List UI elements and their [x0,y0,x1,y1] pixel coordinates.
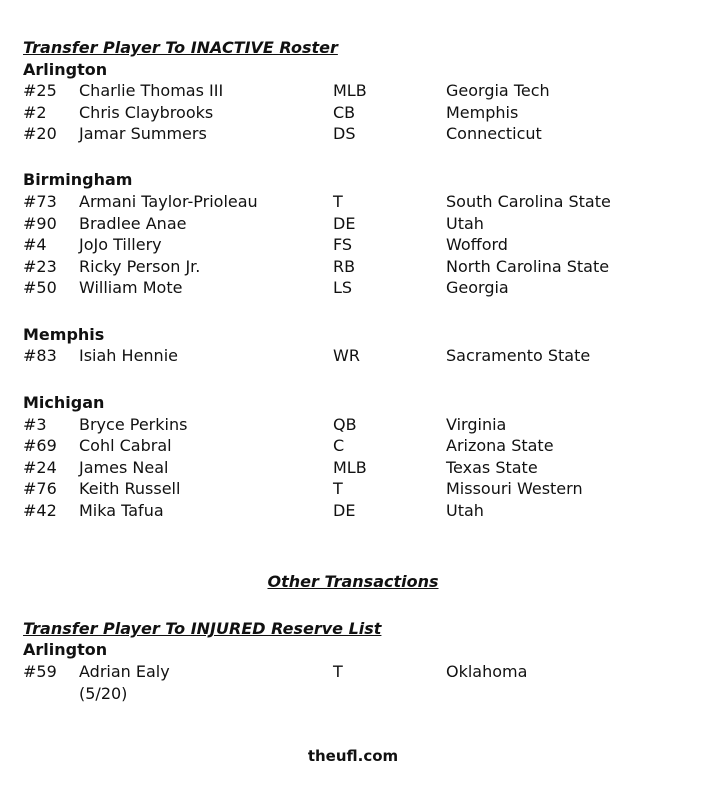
player-number: #23 [23,257,57,276]
table-row [0,435,706,457]
team-heading-birmingham: Birmingham [23,170,133,189]
table-row [0,256,706,278]
player-note: (5/20) [79,684,128,703]
player-position: CB [333,103,356,122]
table-row [0,277,706,299]
footer-site: theufl.com [307,747,399,765]
player-name: Ricky Person Jr. [79,257,201,276]
player-school: Arizona State [446,436,554,455]
player-school: Oklahoma [446,662,528,681]
player-name: Isiah Hennie [79,346,178,365]
team-heading-memphis: Memphis [23,325,105,344]
player-number: #3 [23,415,47,434]
player-school: Wofford [446,235,508,254]
player-school: Utah [446,501,484,520]
player-name: JoJo Tillery [79,235,162,254]
team-heading-arlington: Arlington [23,60,108,79]
player-number: #76 [23,479,57,498]
player-school: Memphis [446,103,519,122]
player-position: RB [333,257,356,276]
player-number: #4 [23,235,47,254]
player-name: Mika Tafua [79,501,164,520]
injured-section-title: Transfer Player To INJURED Reserve List [23,619,382,638]
player-school: Utah [446,214,484,233]
table-row [0,234,706,256]
team-heading-arlington-injured: Arlington [23,640,108,659]
player-school: Missouri Western [446,479,583,498]
table-row [0,414,706,436]
table-row [0,213,706,235]
player-number: #25 [23,81,57,100]
player-school: Texas State [446,458,538,477]
team-heading-michigan: Michigan [23,393,105,412]
other-transactions-heading: Other Transactions [267,572,439,591]
player-number: #83 [23,346,57,365]
player-number: #59 [23,662,57,681]
player-name: Bradlee Anae [79,214,187,233]
table-row [0,102,706,124]
player-school: Georgia Tech [446,81,550,100]
player-name: Charlie Thomas III [79,81,224,100]
player-school: North Carolina State [446,257,610,276]
player-position: DS [333,124,356,143]
player-position: DE [333,501,356,520]
player-name: Cohl Cabral [79,436,172,455]
player-position: DE [333,214,356,233]
player-name: Chris Claybrooks [79,103,214,122]
player-number: #42 [23,501,57,520]
table-row [0,123,706,145]
player-position: MLB [333,81,367,100]
player-number: #2 [23,103,47,122]
table-row [0,661,706,683]
table-row [0,500,706,522]
table-row [0,191,706,213]
player-number: #73 [23,192,57,211]
player-number: #69 [23,436,57,455]
player-position: T [333,479,343,498]
inactive-section-title: Transfer Player To INACTIVE Roster [23,38,338,57]
table-row [0,478,706,500]
player-number: #24 [23,458,57,477]
player-name: William Mote [79,278,183,297]
player-position: T [333,192,343,211]
player-position: T [333,662,343,681]
player-school: Sacramento State [446,346,591,365]
player-position: FS [333,235,353,254]
table-row [0,345,706,367]
player-name: Armani Taylor-Prioleau [79,192,258,211]
player-position: QB [333,415,357,434]
player-number: #90 [23,214,57,233]
player-name: Bryce Perkins [79,415,188,434]
table-row [0,80,706,102]
player-number: #20 [23,124,57,143]
player-position: LS [333,278,353,297]
player-position: C [333,436,345,455]
player-position: WR [333,346,360,365]
player-name: Keith Russell [79,479,181,498]
player-school: South Carolina State [446,192,611,211]
player-name: Adrian Ealy [79,662,170,681]
player-position: MLB [333,458,367,477]
player-school: Connecticut [446,124,542,143]
player-name: James Neal [79,458,169,477]
player-school: Georgia [446,278,509,297]
player-name: Jamar Summers [79,124,207,143]
table-row [0,457,706,479]
player-school: Virginia [446,415,507,434]
player-note-row [0,683,706,705]
player-number: #50 [23,278,57,297]
